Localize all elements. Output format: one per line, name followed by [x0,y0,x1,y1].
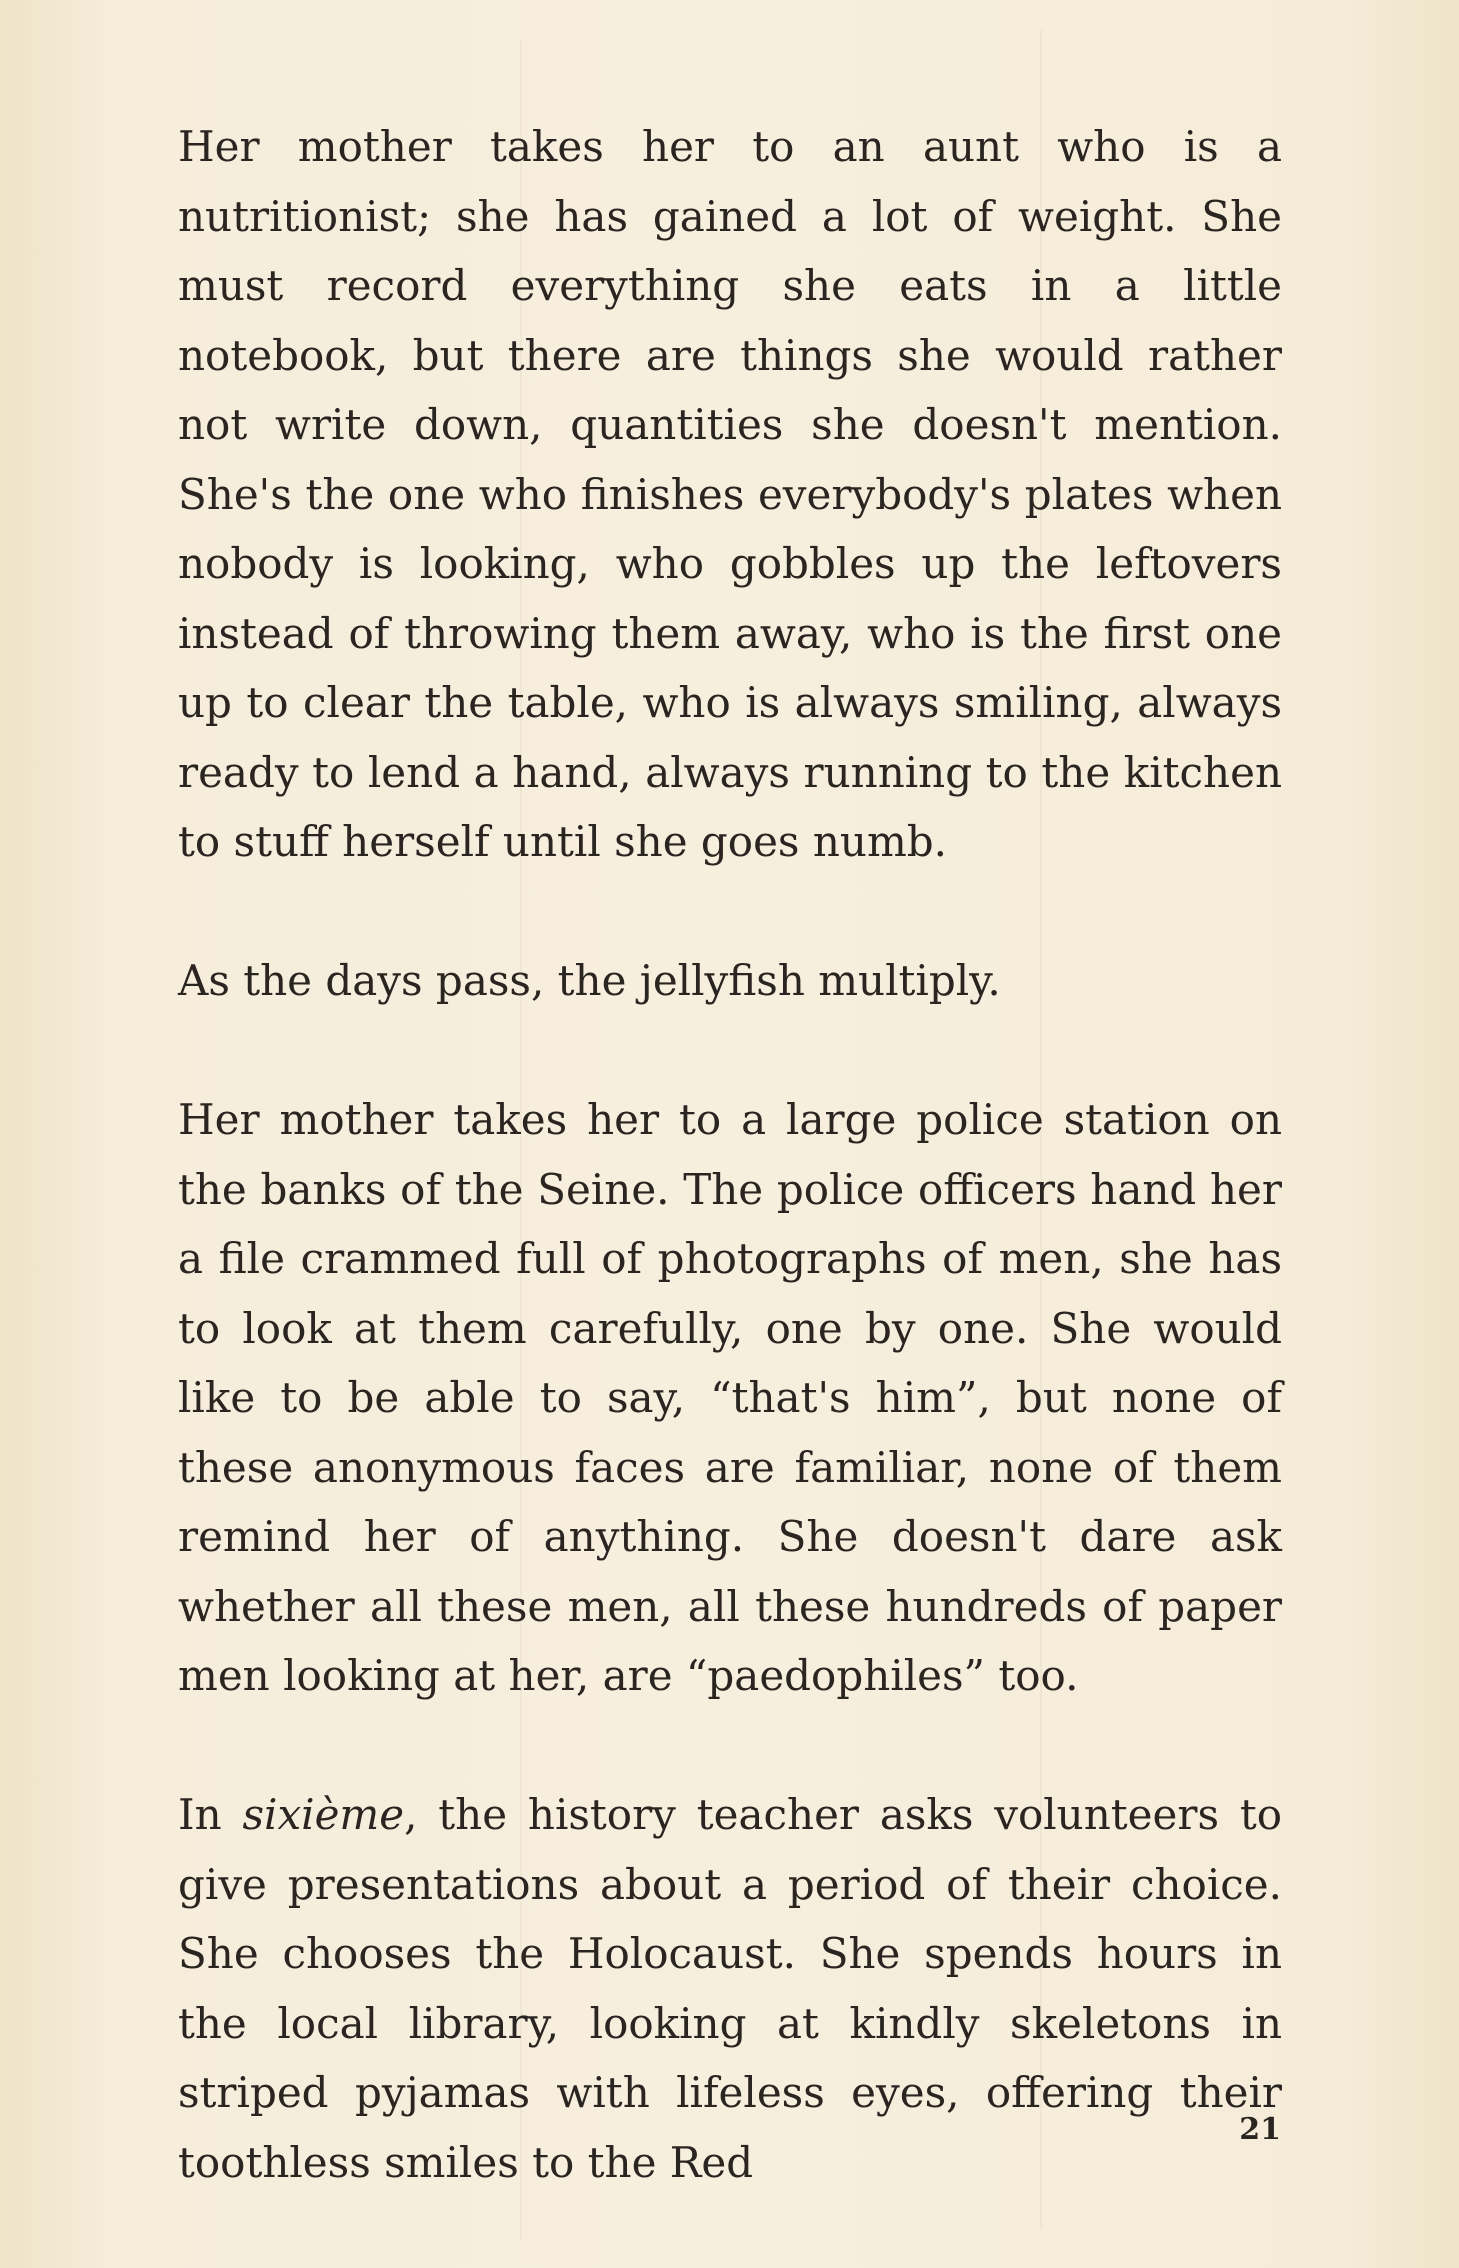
paragraph-jellyfish: As the days pass, the jellyfish multiply. [178,956,1001,1005]
paragraph-nutritionist: Her mother takes her to an aunt who is a nutritionist; she has gained a lot of weight. She must record everything she eats in a little notebook, but there are things she would rather not write down, quantities she doesn't mention. She's the one who finishes everybody's plates when nobody is looking, who gobbles up the leftovers instead of throwing them away, who is the first one up to clear the table, who is always smiling, always ready to lend a hand, always running to the kitchen to stuff herself until she goes numb. [178,122,1282,866]
paragraph-rest: , the history teacher asks volunteers to give presentations about a period of their choice. She chooses the Holocaust. She spends hours in the local library, looking at kindly skeletons in striped pyjamas with lifeless eyes, offering their toothless smiles to the Red [178,1790,1282,2187]
paragraph-lead: In [178,1790,243,1839]
paragraph-history-teacher [178,1780,1282,2197]
italic-word: sixième [242,1790,405,1839]
page-number: 21 [1239,2112,1281,2147]
paragraph-police-station: Her mother takes her to a large police station on the banks of the Seine. The police officers hand her a file crammed full of photographs of men, she has to look at them carefully, one by one. She would like to be able to say, “that's him”, but none of these anonymous faces are familiar, none of them remind her of anything. She doesn't dare ask whether all these men, all these hundreds of paper men looking at her, are “paedophiles” too. [178,1095,1282,1700]
body-text [178,112,1282,2197]
